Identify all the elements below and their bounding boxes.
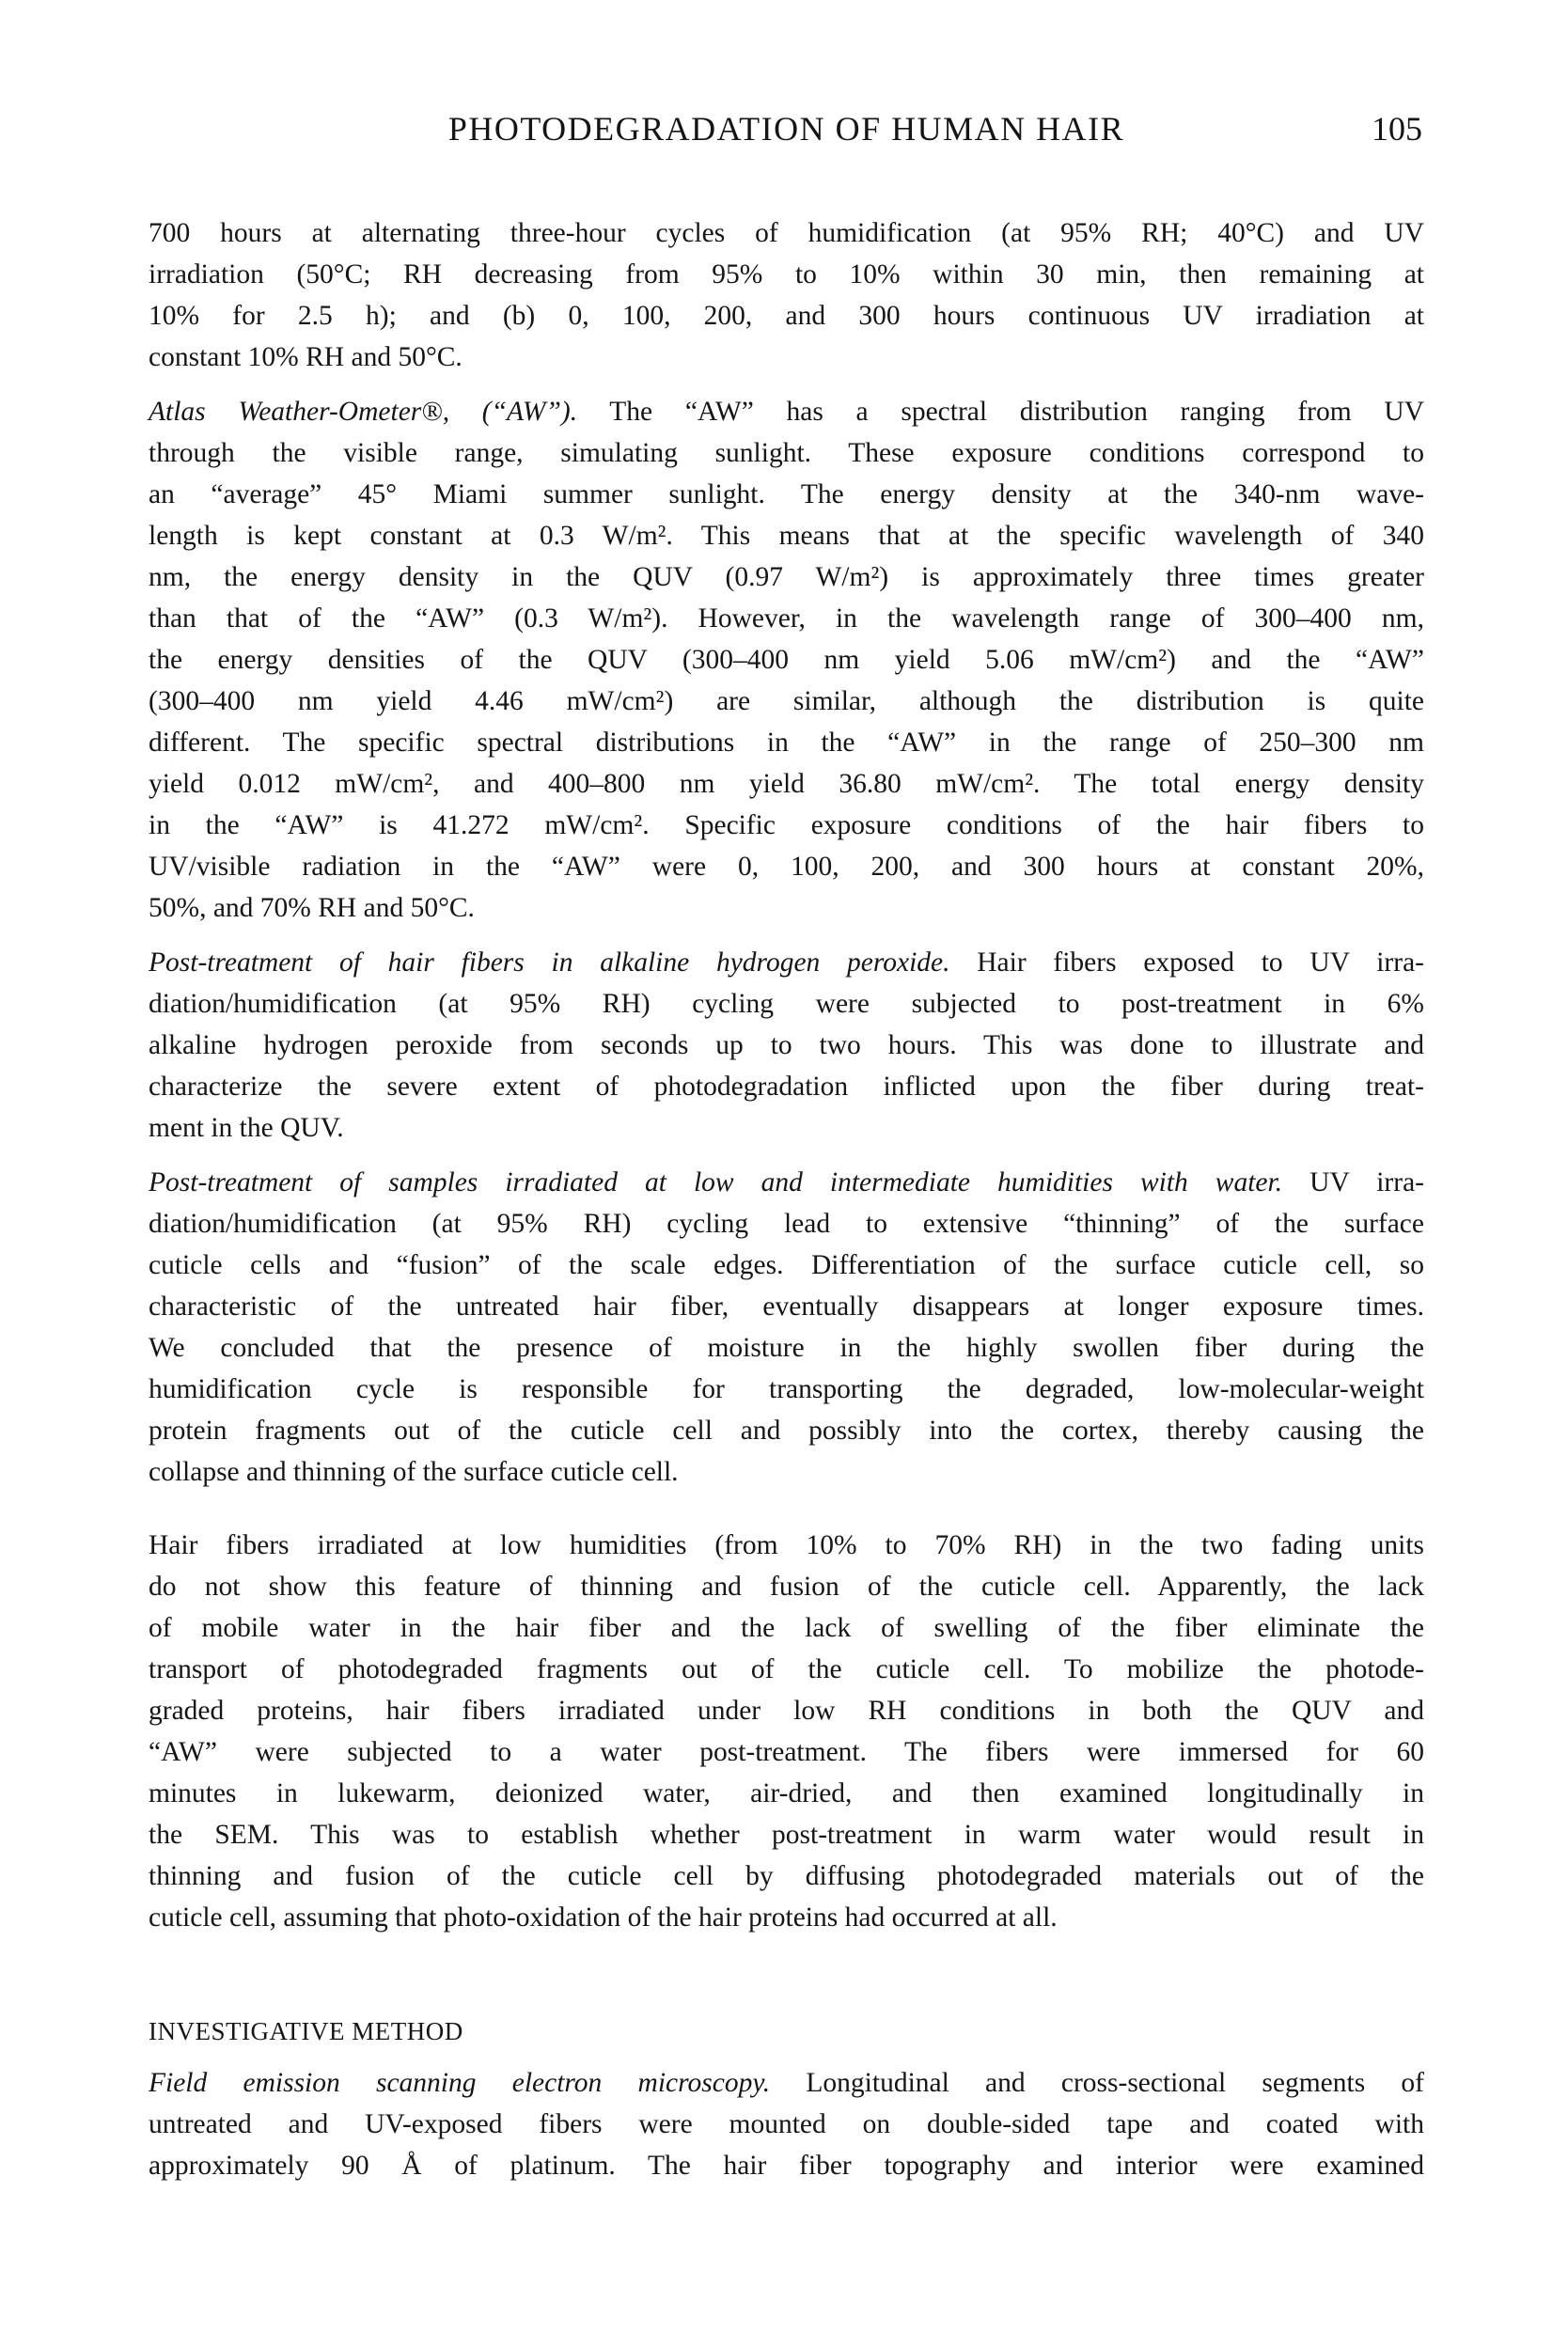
running-head [149, 109, 1424, 150]
paragraph [149, 1525, 1424, 1938]
text-run: humidification cycle is responsible for transporting the degraded, low-molecular-weight [149, 1374, 1424, 1404]
text-run: UV/visible radiation in the “AW” were 0, 100, 200, and 300 hours at constant 20%, [149, 852, 1424, 882]
text-line [149, 942, 1424, 983]
run-in-heading-italic: Atlas Weather-Ometer®, (“AW”). [149, 397, 578, 427]
text-line [149, 1203, 1424, 1244]
text-line [149, 254, 1424, 295]
text-line [149, 1731, 1424, 1773]
paragraph [149, 391, 1424, 929]
text-run: Hair fibers exposed to UV irra- [949, 947, 1424, 978]
run-in-heading-italic: Post-treatment of samples irradiated at low and intermediate humidities with water. [149, 1167, 1283, 1197]
text-run: 50%, and 70% RH and 50°C. [149, 893, 475, 923]
paragraph [149, 942, 1424, 1149]
text-line [149, 1244, 1424, 1286]
text-run: Hair fibers irradiated at low humidities (from 10% to 70% RH) in the two fading units [149, 1530, 1424, 1560]
text-run: protein fragments out of the cuticle cell and possibly into the cortex, thereby causing the [149, 1416, 1424, 1446]
text-run: cuticle cells and “fusion” of the scale edges. Differentiation of the surface cuticle cell, so [149, 1250, 1424, 1280]
text-line [149, 1773, 1424, 1814]
text-run: (300–400 nm yield 4.46 mW/cm²) are similar, although the distribution is quite [149, 686, 1424, 716]
text-run: untreated and UV-exposed fibers were mounted on double-sided tape and coated with [149, 2109, 1424, 2139]
text-run: the SEM. This was to establish whether post-treatment in warm water would result in [149, 1820, 1424, 1850]
text-run: alkaline hydrogen peroxide from seconds up to two hours. This was done to illustrate and [149, 1030, 1424, 1060]
paragraph [149, 212, 1424, 378]
text-line [149, 1855, 1424, 1897]
text-run: collapse and thinning of the surface cuticle cell. [149, 1457, 679, 1487]
text-run: length is kept constant at 0.3 W/m². This means that at the specific wavelength of 340 [149, 521, 1424, 551]
text-line [149, 598, 1424, 639]
text-line [149, 983, 1424, 1025]
text-run: than that of the “AW” (0.3 W/m²). However, in the wavelength range of 300–400 nm, [149, 603, 1424, 634]
text-line [149, 2062, 1424, 2104]
text-line [149, 1410, 1424, 1451]
text-line [149, 1066, 1424, 1107]
paragraph [149, 2062, 1424, 2186]
text-line [149, 763, 1424, 805]
text-run: yield 0.012 mW/cm², and 400–800 nm yield 36.80 mW/cm². The total energy density [149, 769, 1424, 799]
text-line [149, 1649, 1424, 1690]
text-line [149, 337, 1424, 378]
text-line [149, 1025, 1424, 1066]
text-run: irradiation (50°C; RH decreasing from 95% to 10% within 30 min, then remaining at [149, 259, 1424, 290]
text-line [149, 887, 1424, 929]
text-line [149, 1897, 1424, 1938]
text-run: We concluded that the presence of moisture in the highly swollen fiber during the [149, 1333, 1424, 1363]
text-line [149, 1566, 1424, 1607]
run-in-heading-italic: Field emission scanning electron microscopy. [149, 2068, 771, 2098]
text-run: do not show this feature of thinning and fusion of the cuticle cell. Apparently, the lack [149, 1572, 1424, 1602]
text-line [149, 846, 1424, 887]
text-line [149, 1107, 1424, 1149]
running-head-title: PHOTODEGRADATION OF HUMAN HAIR [447, 110, 1125, 148]
text-run: characteristic of the untreated hair fiber, eventually disappears at longer exposure times. [149, 1291, 1424, 1322]
text-line [149, 432, 1424, 474]
text-run: approximately 90 Å of platinum. The hair fiber topography and interior were examined [149, 2151, 1424, 2181]
text-run: 700 hours at alternating three-hour cycles of humidification (at 95% RH; 40°C) and UV [149, 218, 1424, 248]
text-line [149, 556, 1424, 598]
text-run: 10% for 2.5 h); and (b) 0, 100, 200, and 300 hours continuous UV irradiation at [149, 301, 1424, 331]
text-line [149, 1451, 1424, 1493]
text-line [149, 474, 1424, 515]
text-line [149, 639, 1424, 681]
text-line [149, 212, 1424, 254]
text-run: of mobile water in the hair fiber and the lack of swelling of the fiber eliminate the [149, 1613, 1424, 1643]
text-run: minutes in lukewarm, deionized water, air-dried, and then examined longitudinally in [149, 1778, 1424, 1808]
text-run: nm, the energy density in the QUV (0.97 W/m²) is approximately three times greater [149, 562, 1424, 592]
text-run: diation/humidification (at 95% RH) cycling lead to extensive “thinning” of the surface [149, 1209, 1424, 1239]
text-line [149, 805, 1424, 846]
text-run: diation/humidification (at 95% RH) cycling were subjected to post-treatment in 6% [149, 989, 1424, 1019]
text-run: in the “AW” is 41.272 mW/cm². Specific exposure conditions of the hair fibers to [149, 810, 1424, 840]
text-line [149, 1814, 1424, 1855]
text-run: the energy densities of the QUV (300–400 nm yield 5.06 mW/cm²) and the “AW” [149, 645, 1424, 675]
paragraph [149, 1162, 1424, 1493]
text-run: different. The specific spectral distributions in the “AW” in the range of 250–300 nm [149, 728, 1424, 758]
text-run: thinning and fusion of the cuticle cell by diffusing photodegraded materials out of the [149, 1861, 1424, 1891]
text-line [149, 1286, 1424, 1327]
text-line [149, 295, 1424, 337]
text-run: “AW” were subjected to a water post-treatment. The fibers were immersed for 60 [149, 1737, 1424, 1767]
text-run: Longitudinal and cross-sectional segments of [770, 2068, 1424, 2098]
text-run: transport of photodegraded fragments out of the cuticle cell. To mobilize the photode- [149, 1654, 1424, 1684]
document-body [149, 212, 1424, 2186]
run-in-heading-italic: Post-treatment of hair fibers in alkaline hydrogen peroxide. [149, 947, 950, 978]
text-line [149, 2145, 1424, 2186]
text-line [149, 515, 1424, 556]
text-line [149, 1162, 1424, 1203]
text-run: an “average” 45° Miami summer sunlight. The energy density at the 340-nm wave- [149, 479, 1424, 509]
text-run: characterize the severe extent of photodegradation inflicted upon the fiber during treat- [149, 1072, 1424, 1102]
text-run: UV irra- [1282, 1167, 1424, 1197]
text-run: The “AW” has a spectral distribution ranging from UV [577, 397, 1424, 427]
text-line [149, 1607, 1424, 1649]
section-heading: INVESTIGATIVE METHOD [149, 2017, 463, 2045]
text-run: ment in the QUV. [149, 1113, 344, 1143]
text-line [149, 1525, 1424, 1566]
text-line [149, 391, 1424, 432]
text-line [149, 2104, 1424, 2145]
text-line [149, 1327, 1424, 1369]
text-run: constant 10% RH and 50°C. [149, 342, 463, 372]
text-run: graded proteins, hair fibers irradiated under low RH conditions in both the QUV and [149, 1696, 1424, 1726]
text-run: through the visible range, simulating sunlight. These exposure conditions correspond to [149, 438, 1424, 468]
page-number: 105 [1372, 110, 1422, 148]
text-line [149, 681, 1424, 722]
text-line [149, 1690, 1424, 1731]
text-line [149, 722, 1424, 763]
text-line [149, 1369, 1424, 1410]
text-run: cuticle cell, assuming that photo-oxidation of the hair proteins had occurred at all. [149, 1902, 1058, 1933]
